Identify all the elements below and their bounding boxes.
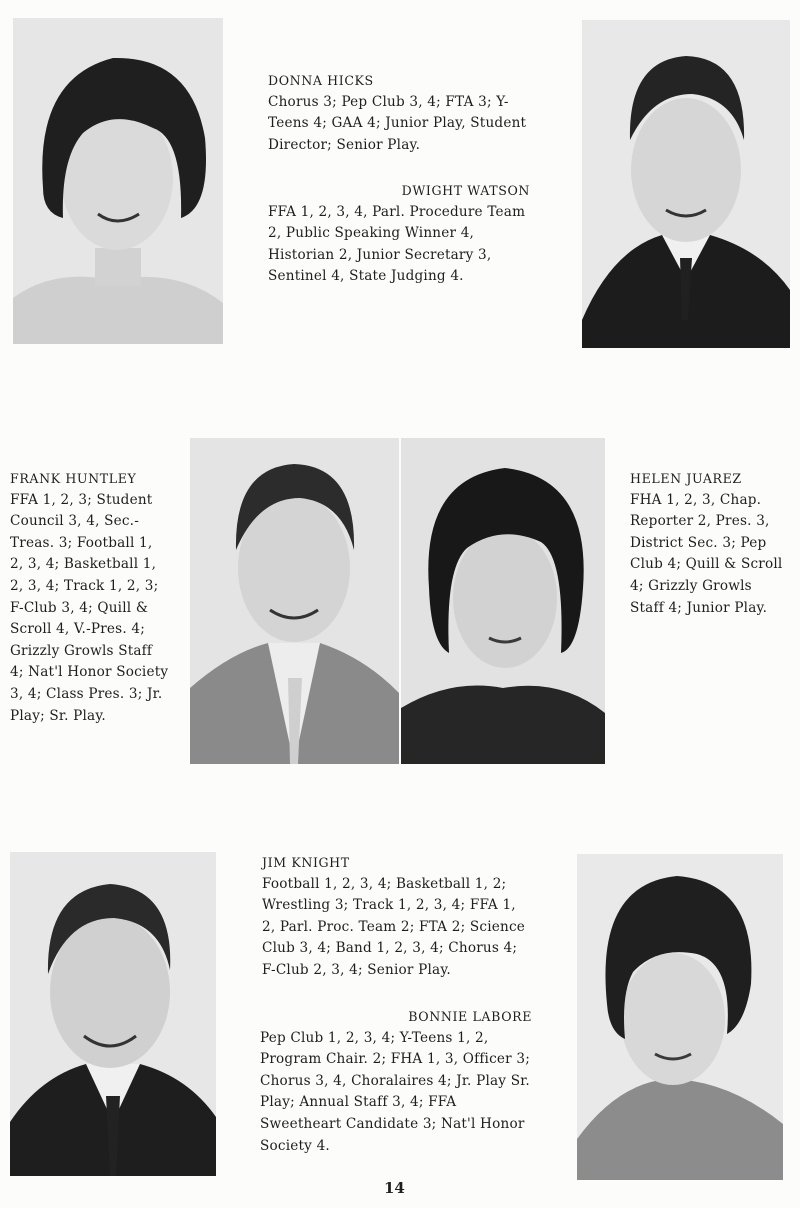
student-activities: FHA 1, 2, 3, Chap. Reporter 2, Pres. 3, District Sec. 3; Pep Club 4; Quill & Scroll 4; Grizzly Growls Staff 4; Junior Play. — [630, 491, 783, 616]
student-activities: FFA 1, 2, 3; Student Council 3, 4, Sec.-Treas. 3; Football 1, 2, 3, 4; Basketball 1, 2, 3, 4; Track 1, 2, 3; F-Club 3, 4; Quill & Scroll 4, V.-Pres. 4; Grizzly Growls Staff 4; Nat'l Honor Society 3, 4; Class Pres. 3; Jr. Play; Sr. Play. — [10, 491, 169, 724]
student-name: JIM KNIGHT — [262, 855, 350, 870]
student-name: FRANK HUNTLEY — [10, 471, 137, 486]
portrait-dwight-watson — [582, 20, 790, 348]
portrait-helen-juarez — [401, 438, 605, 764]
bio-bonnie-labore — [260, 1006, 532, 1157]
student-name: HELEN JUAREZ — [630, 471, 742, 486]
bio-helen-juarez — [630, 468, 790, 619]
student-name: DONNA HICKS — [268, 73, 374, 88]
portrait-frank-huntley — [190, 438, 399, 764]
student-name: DWIGHT WATSON — [401, 183, 530, 198]
student-activities: Chorus 3; Pep Club 3, 4; FTA 3; Y-Teens 4; GAA 4; Junior Play, Student Director; Senior Play. — [268, 93, 527, 153]
portrait-jim-knight — [10, 852, 216, 1176]
student-name: BONNIE LABORE — [408, 1009, 532, 1024]
bio-frank-huntley — [10, 468, 170, 727]
student-activities: Pep Club 1, 2, 3, 4; Y-Teens 1, 2, Program Chair. 2; FHA 1, 3, Officer 3; Chorus 3, 4, Choralaires 4; Jr. Play Sr. Play; Annual Staff 3, 4; FFA Sweetheart Candidate 3; Nat'l Honor Society 4. — [260, 1029, 531, 1154]
page-number: 14 — [384, 1179, 405, 1197]
bio-donna-hicks — [268, 70, 530, 156]
student-activities: FFA 1, 2, 3, 4, Parl. Procedure Team 2, Public Speaking Winner 4, Historian 2, Junior Secretary 3, Sentinel 4, State Judging 4. — [268, 203, 526, 285]
portrait-bonnie-labore — [577, 854, 783, 1180]
bio-dwight-watson — [268, 180, 530, 288]
student-activities: Football 1, 2, 3, 4; Basketball 1, 2; Wrestling 3; Track 1, 2, 3, 4; FFA 1, 2, Parl. Proc. Team 2; FTA 2; Science Club 3, 4; Band 1, 2, 3, 4; Chorus 4; F-Club 2, 3, 4; Senior Play. — [262, 875, 525, 978]
portrait-donna-hicks — [13, 18, 223, 344]
bio-jim-knight — [262, 852, 532, 982]
